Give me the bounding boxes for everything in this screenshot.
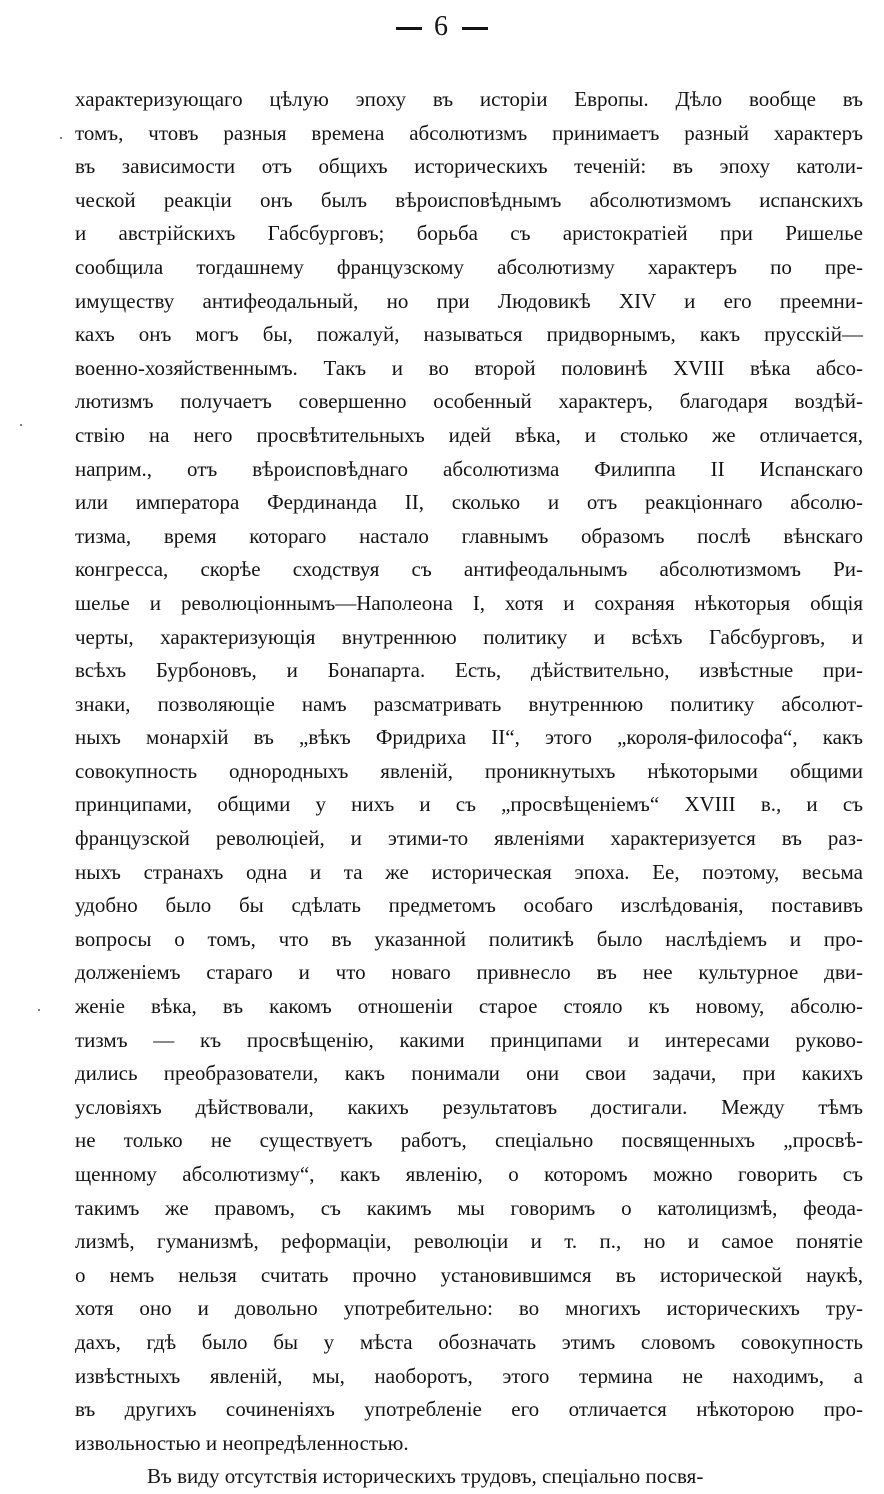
page-number-dash-right (462, 27, 488, 30)
text-line: томъ, чтовъ разныя времена абсолютизмъ принимаетъ разный характеръ (75, 120, 863, 145)
text-line: тизма, время котораго настало главнымъ образомъ послѣ вѣнскаго (75, 523, 863, 548)
text-line: женіе вѣка, въ какомъ отношеніи старое стояло къ новому, абсолю- (75, 994, 863, 1019)
text-line: не только не существуетъ работъ, спеціально посвященныхъ „просвѣ- (75, 1128, 863, 1153)
text-line: совокупность однородныхъ явленій, проникнутыхъ нѣкоторыми общими (75, 758, 863, 783)
text-line: тизмъ — къ просвѣщенію, какими принципами и интересами руково- (75, 1027, 863, 1052)
scan-speck (20, 424, 22, 426)
text-line: ческой реакціи онъ былъ вѣроисповѣднымъ абсолютизмомъ испанскихъ (75, 187, 863, 212)
text-line: долженіемъ стараго и что новаго привнесло въ нее культурное дви- (75, 960, 863, 985)
text-line: въ другихъ сочиненіяхъ употребленіе его отличается нѣкоторою про- (75, 1397, 863, 1422)
text-line: принципами, общими у нихъ и съ „просвѣщеніемъ“ XVIII в., и съ (75, 792, 863, 817)
text-line: щенному абсолютизму“, какъ явленію, о которомъ можно говорить съ (75, 1162, 863, 1186)
page-number-dash-left (396, 27, 422, 30)
text-line: извольностью и неопредѣленностью. (75, 1430, 409, 1455)
text-line: въ зависимости отъ общихъ историческихъ теченій: въ эпоху католи- (75, 154, 863, 179)
text-line: вопросы о томъ, что въ указанной политикѣ было наслѣдіемъ и про- (75, 926, 863, 951)
text-line: удобно было бы сдѣлать предметомъ особаго изслѣдованія, поставивъ (75, 893, 863, 918)
text-line: сообщила тогдашнему французскому абсолютизму характеръ по пре- (75, 254, 863, 279)
text-line: военно-хозяйственнымъ. Такъ и во второй половинѣ XVIII вѣка абсо- (75, 355, 863, 380)
text-line: ныхъ монархій въ „вѣкъ Фридриха II“, этого „короля-философа“, какъ (75, 725, 863, 750)
text-line: всѣхъ Бурбоновъ, и Бонапарта. Есть, дѣйствительно, извѣстные при- (75, 658, 863, 683)
text-line: характеризующаго цѣлую эпоху въ исторіи Европы. Дѣло вообще въ (75, 87, 863, 111)
scan-speck (60, 137, 62, 139)
text-line: или императора Фердинанда II, сколько и отъ реакціоннаго абсолю- (75, 490, 863, 515)
text-line: ныхъ странахъ одна и та же историческая эпоха. Ее, поэтому, весьма (75, 859, 863, 884)
text-line: конгресса, скорѣе сходствуя съ антифеодальнымъ абсолютизмомъ Ри- (75, 557, 863, 582)
text-line: лизмѣ, гуманизмѣ, реформаціи, революціи и т. п., но и самое понятіе (75, 1229, 863, 1254)
text-line: условіяхъ дѣйствовали, какихъ результатовъ достигали. Между тѣмъ (75, 1094, 863, 1119)
paragraph (75, 83, 863, 1460)
text-line: извѣстныхъ явленій, мы, наоборотъ, этого термина не находимъ, а (75, 1363, 863, 1388)
text-line: наприм., отъ вѣроисповѣднаго абсолютизма Филиппа II Испанскаго (75, 456, 863, 481)
text-line: знаки, позволяющіе намъ разсматривать внутреннюю политику абсолют- (75, 691, 863, 716)
scan-speck (38, 1009, 40, 1011)
page-number (0, 10, 884, 44)
text-line: и австрійскихъ Габсбурговъ; борьба съ аристократіей при Ришелье (75, 221, 863, 246)
paragraph (75, 1460, 863, 1494)
body-text (75, 83, 863, 1494)
text-line: лютизмъ получаетъ совершенно особенный характеръ, благодаря воздѣй- (75, 389, 863, 414)
text-line: дились преобразователи, какъ понимали они свои задачи, при какихъ (75, 1061, 863, 1086)
text-line: такимъ же правомъ, съ какимъ мы говоримъ о католицизмѣ, феода- (75, 1195, 863, 1220)
text-line: хотя оно и довольно употребительно: во многихъ историческихъ тру- (75, 1296, 863, 1321)
page-number-value: 6 (434, 11, 450, 42)
text-line: Въ виду отсутствія историческихъ трудовъ, спеціально посвя- (147, 1464, 704, 1489)
text-line: черты, характеризующія внутреннюю политику и всѣхъ Габсбурговъ, и (75, 624, 863, 649)
text-line: о немъ нельзя считать прочно установившимся въ исторической наукѣ, (75, 1262, 863, 1287)
text-line: шелье и революціоннымъ—Наполеона I, хотя и сохраняя нѣкоторыя общія (75, 590, 863, 615)
text-line: кахъ онъ могъ бы, пожалуй, называться придворнымъ, какъ прусскій— (75, 322, 863, 347)
text-line: ствію на него просвѣтительныхъ идей вѣка, и столько же отличается, (75, 422, 863, 447)
text-line: имуществу антифеодальный, но при Людовикѣ XIV и его преемни- (75, 288, 863, 313)
text-line: дахъ, гдѣ было бы у мѣста обозначать этимъ словомъ совокупность (75, 1329, 863, 1354)
text-line: французской революціей, и этими-то явленіями характеризуется въ раз- (75, 826, 863, 851)
